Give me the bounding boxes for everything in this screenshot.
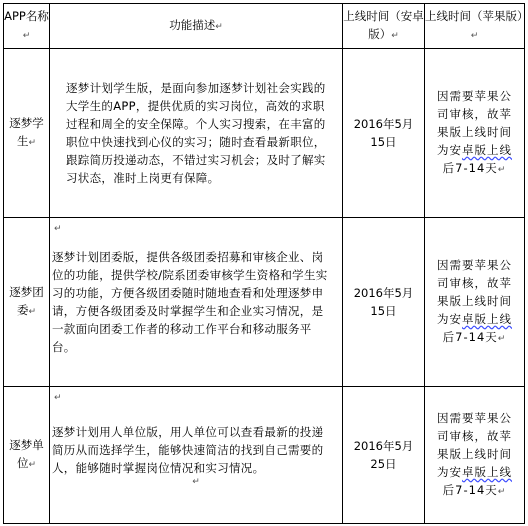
app-name-cell: 逐梦学生↵ xyxy=(4,49,50,218)
paragraph-mark-icon: ↵ xyxy=(22,31,31,41)
android-time-cell xyxy=(343,49,425,218)
app-name-cell: 逐梦团委↵ xyxy=(4,218,50,387)
app-name-cell: 逐梦单位↵ xyxy=(4,387,50,524)
description-text: 逐梦计划用人单位版，用人单位可以查看最新的投递简历从而选择学生，能够快速简洁的找到自己需要的人，能够随时掌握岗位情况和实习情况。 xyxy=(52,425,324,475)
android-date: 2016年5月15日 xyxy=(353,286,414,318)
ios-time-cell xyxy=(425,387,525,524)
paragraph-mark-icon: ↵ xyxy=(54,224,62,234)
table-row xyxy=(4,387,525,524)
paragraph-mark-icon: ↵ xyxy=(192,477,200,487)
paragraph-mark-icon: ↵ xyxy=(215,22,223,32)
paragraph-mark-icon: ↵ xyxy=(470,31,479,41)
paragraph-mark-icon: ↵ xyxy=(28,460,37,470)
spellcheck-underline: 卓版上线 xyxy=(462,143,512,157)
paragraph-mark-icon: ↵ xyxy=(28,138,37,148)
header-android-time: 上线时间（安卓版）↵ xyxy=(343,4,425,49)
spellcheck-underline: 卓版上线 xyxy=(462,312,512,326)
paragraph-mark-icon: ↵ xyxy=(54,393,62,403)
description-cell xyxy=(50,218,343,387)
paragraph-mark-icon: ↵ xyxy=(28,307,37,317)
description-text: 逐梦计划团委版，提供各级团委招募和审核企业、岗位的功能，提供学校/院系团委审核学生资格和学生实习的功能，方便各级团委随时随地查看和处理逐梦申请，方便各级团委及时掌握学生和企业实习情况，是一款面向团委工作者的移动工作平台和移动服务平台。 xyxy=(52,250,328,354)
paragraph-mark-icon: ↵ xyxy=(497,334,507,344)
header-description: 功能描述↵ xyxy=(50,4,343,49)
description-cell xyxy=(50,49,343,218)
ios-note: 因需要苹果公司审核，故苹果版上线时间为安卓版上线后7-14天↵ xyxy=(437,89,512,175)
ios-time-cell xyxy=(425,218,525,387)
app-release-table xyxy=(3,3,528,524)
paragraph-mark-icon: ↵ xyxy=(391,31,399,41)
header-row xyxy=(4,4,525,49)
header-app-name: APP名称↵ xyxy=(4,4,50,49)
android-date: 2016年5月25日 xyxy=(353,439,414,471)
description-text: 逐梦计划学生版，是面向参加逐梦计划社会实践的大学生的APP，提供优质的实习岗位，高效的求职过程和周全的安全保障。个人实习搜索，在丰富的职位中快速找到心仪的实习；随时查看最新职位，跟踪简历投递动态，不错过实习机会；及时了解实习状态，准时上岗更有保障。 xyxy=(66,81,326,185)
description-cell xyxy=(50,387,343,524)
android-date: 2016年5月15日 xyxy=(353,117,414,149)
android-time-cell xyxy=(343,387,425,524)
paragraph-mark-icon: ↵ xyxy=(497,487,507,497)
table-row xyxy=(4,49,525,218)
paragraph-mark-icon: ↵ xyxy=(497,165,507,175)
spellcheck-underline: 卓版上线 xyxy=(462,465,512,479)
table-row xyxy=(4,218,525,387)
ios-note: 因需要苹果公司审核，故苹果版上线时间为安卓版上线后7-14天↵ xyxy=(437,411,512,497)
ios-time-cell xyxy=(425,49,525,218)
android-time-cell xyxy=(343,218,425,387)
ios-note: 因需要苹果公司审核，故苹果版上线时间为安卓版上线后7-14天↵ xyxy=(437,258,512,344)
header-ios-time: 上线时间（苹果版）↵ xyxy=(425,4,525,49)
